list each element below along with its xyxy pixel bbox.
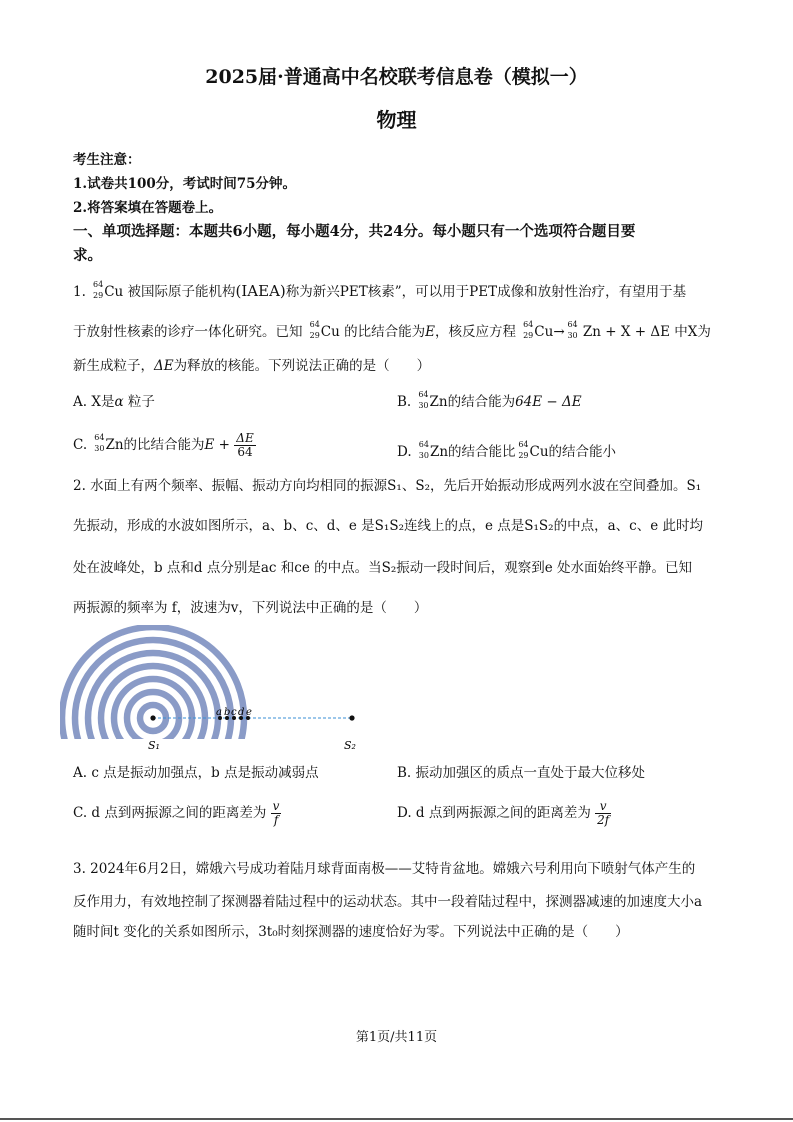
q2-line-4: 两振源的频率为 f，波速为v，下列说法中正确的是（ ） <box>73 600 428 616</box>
cu-isotope: 64 29 <box>523 319 534 340</box>
s1-point <box>150 715 155 720</box>
q1-number: 1. <box>73 284 86 300</box>
exam-title: 2025届·普通高中名校联考信息卷（模拟一） <box>205 66 588 88</box>
wave-figure <box>60 625 380 755</box>
label-d: d <box>238 707 245 718</box>
page-number: 第1页/共11页 <box>355 1030 438 1045</box>
label-c: c <box>231 707 237 718</box>
q3-line-2: 反作用力，有效地控制了探测器着陆过程中的运动状态。其中一段着陆过程中，探测器减速的加速度大小a <box>73 894 703 910</box>
section-heading-cont: 求。 <box>73 247 102 264</box>
q1-line-3: 新生成粒子，ΔE为释放的核能。下列说法正确的是（ ） <box>73 358 431 374</box>
pet-text: PET <box>339 284 368 300</box>
label-s1: S₁ <box>148 739 160 752</box>
q3-line-3: 随时间t 变化的关系如图所示，3t₀时刻探测器的速度恰好为零。下列说法中正确的是（ ） <box>73 924 629 940</box>
cu-isotope: 64 29 <box>93 279 104 300</box>
q1-line-1: 1. 64 29 Cu 被国际原子能机构(IAEA)称为新兴PET核素”，可以用于PET成像和放射性治疗，有望用于基 <box>73 279 687 300</box>
q3-line-1: 3. 2024年6月2日，嫦娥六号成功着陆月球背面南极——艾特肯盆地。嫦娥六号利用向下喷射气体产生的 <box>73 861 696 877</box>
label-a: a <box>216 707 222 718</box>
q2-option-a[interactable]: A. c 点是振动加强点，b 点是振动减弱点 <box>73 765 319 781</box>
s2-point <box>349 715 354 720</box>
reaction-arrow: → <box>553 324 565 340</box>
q2-option-b[interactable]: B. 振动加强区的质点一直处于最大位移处 <box>397 765 646 781</box>
q2-line-3: 处在波峰处，b 点和d 点分别是ac 和ce 的中点。当S₂振动一段时间后，观察到e 处水面始终平静。已知 <box>73 560 693 576</box>
label-b: b <box>224 707 231 718</box>
fraction: $\frac{\Delta E}{64}$ <box>236 431 254 459</box>
zn-isotope: 64 30 <box>567 319 578 340</box>
bottom-rule <box>0 1118 793 1120</box>
q2-option-d[interactable]: D. d 点到两振源之间的距离差为 $\frac{v}{2f}$ <box>397 799 610 827</box>
label-s2: S₂ <box>344 739 356 752</box>
reaction-equation: Zn + X + ΔE <box>578 324 670 340</box>
q1-option-a[interactable]: A. X是α 粒子 <box>73 394 155 410</box>
q1-line-2: 于放射性核素的诊疗一体化研究。已知 64 29 Cu 的比结合能为E，核反应方程 64 29 Cu→ 64 30 Zn + X + ΔE 中X为 <box>73 319 711 340</box>
notice-item-1: 1.试卷共100分，考试时间75分钟。 <box>73 176 297 192</box>
subject-title: 物理 <box>376 108 417 132</box>
q1-option-b[interactable]: B. 64 30 Zn的结合能为64E − ΔE <box>397 389 582 410</box>
q2-line-2: 先振动，形成的水波如图所示，a、b、c、d、e 是S₁S₂连线上的点，e 点是S₁S₂的中点，a、c、e 此时均 <box>73 518 703 534</box>
section-heading: 一、单项选择题：本题共6小题，每小题4分，共24分。每小题只有一个选项符合题目要 <box>73 223 636 240</box>
iaea-text: (IAEA) <box>235 282 286 300</box>
cu-isotope: 64 29 <box>309 319 320 340</box>
q2-line-1: 2. 水面上有两个频率、振幅、振动方向均相同的振源S₁、S₂，先后开始振动形成两列水波在空间叠加。S₁ <box>73 478 702 494</box>
q1-option-d[interactable]: D. 64 30 Zn的结合能比 64 29 Cu的结合能小 <box>397 439 617 460</box>
label-e: e <box>246 707 252 718</box>
q1-option-c[interactable]: C. 64 30 Zn的比结合能为E + $\frac{\Delta E}{64}$ <box>73 431 254 459</box>
notice-item-2: 2.将答案填在答题卷上。 <box>73 200 223 216</box>
q2-option-c[interactable]: C. d 点到两振源之间的距离差为 $\frac{v}{f}$ <box>73 799 280 827</box>
notice-heading: 考生注意： <box>73 152 141 168</box>
